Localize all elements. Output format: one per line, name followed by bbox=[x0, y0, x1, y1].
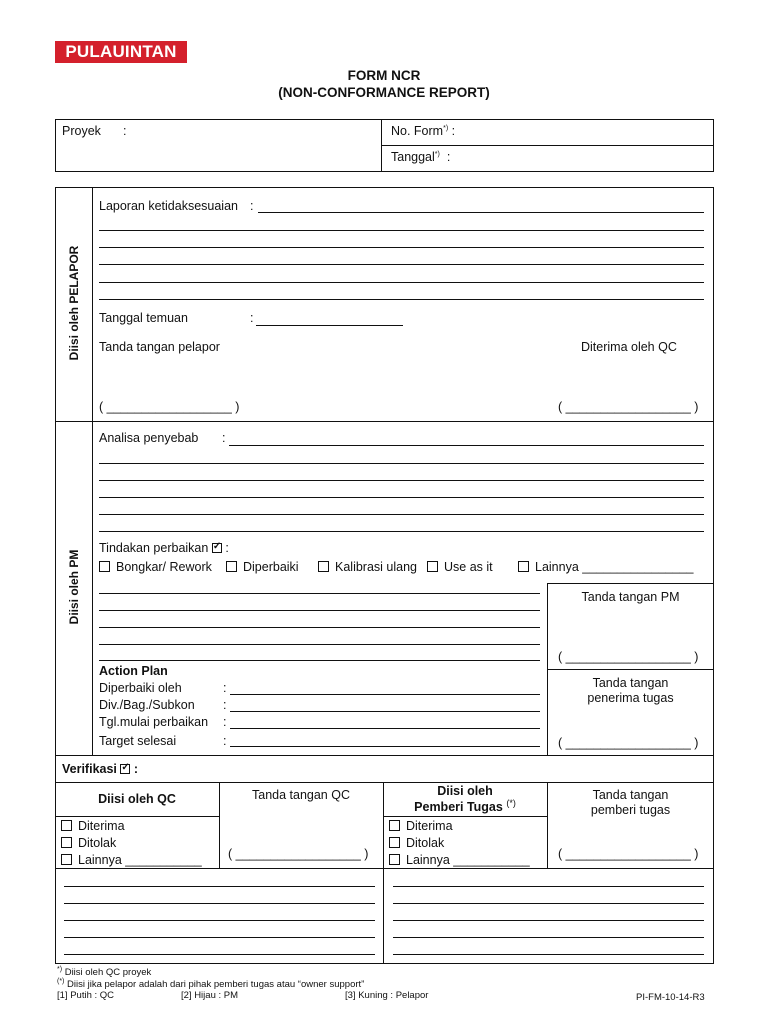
tanggal-temuan-line[interactable] bbox=[256, 325, 403, 326]
checkbox-icon[interactable] bbox=[389, 820, 400, 831]
tanda-tangan-pm-label: Tanda tangan PM bbox=[581, 590, 680, 604]
penerima-label-2: penerima tugas bbox=[587, 691, 674, 705]
footnote-1: *) Diisi oleh QC proyek bbox=[57, 966, 152, 979]
pm-side-label: Diisi oleh PM bbox=[67, 549, 81, 625]
checkbox-icon[interactable] bbox=[99, 561, 110, 572]
tanda-tangan-pelapor-label: Tanda tangan pelapor bbox=[99, 340, 220, 354]
penerima-signature[interactable]: ( __________________ ) bbox=[558, 736, 699, 750]
pt-option-diterima[interactable]: Diterima bbox=[389, 819, 453, 833]
check-icon bbox=[212, 543, 222, 553]
qc-section-title: Diisi oleh QC bbox=[98, 792, 176, 806]
option-kalibrasi[interactable]: Kalibrasi ulang bbox=[318, 560, 417, 574]
diterima-qc-label: Diterima oleh QC bbox=[581, 340, 677, 354]
check-icon bbox=[120, 764, 130, 774]
qc-option-ditolak[interactable]: Ditolak bbox=[61, 836, 116, 850]
copy-3: [3] Kuning : Pelapor bbox=[345, 990, 429, 1001]
laporan-line[interactable] bbox=[258, 212, 704, 213]
pt-title-line1: Diisi oleh bbox=[437, 784, 493, 798]
tanggal-label: Tanggal*) : bbox=[391, 150, 451, 164]
copy-2: [2] Hijau : PM bbox=[181, 990, 239, 1001]
field-div-bag-subkon: Div./Bag./Subkon bbox=[99, 698, 195, 712]
analisa-label: Analisa penyebab bbox=[99, 431, 199, 445]
pt-title-line2: Pemberi Tugas (*) bbox=[414, 798, 516, 815]
option-bongkar[interactable]: Bongkar/ Rework bbox=[99, 560, 212, 574]
pm-signature[interactable]: ( __________________ ) bbox=[558, 650, 699, 664]
option-use-as-it[interactable]: Use as it bbox=[427, 560, 493, 574]
qc-received-signature[interactable]: ( __________________ ) bbox=[558, 400, 699, 414]
no-form-label: No. Form*) : bbox=[391, 124, 456, 138]
pelapor-signature[interactable]: ( __________________ ) bbox=[99, 400, 240, 414]
field-target-selesai: Target selesai bbox=[99, 734, 177, 748]
checkbox-icon[interactable] bbox=[61, 854, 72, 865]
qc-signature[interactable]: ( __________________ ) bbox=[228, 847, 369, 861]
action-plan-heading: Action Plan bbox=[99, 664, 168, 678]
checkbox-icon[interactable] bbox=[61, 837, 72, 848]
checkbox-icon[interactable] bbox=[518, 561, 529, 572]
tindakan-label: Tindakan perbaikan ✓ : bbox=[99, 541, 229, 555]
field-diperbaiki-oleh: Diperbaiki oleh bbox=[99, 681, 182, 695]
penerima-label-1: Tanda tangan bbox=[592, 676, 669, 690]
analisa-line[interactable] bbox=[229, 445, 704, 446]
checkbox-icon[interactable] bbox=[427, 561, 438, 572]
laporan-label: Laporan ketidaksesuaian bbox=[99, 199, 238, 213]
proyek-colon: : bbox=[123, 124, 127, 138]
pelapor-side-label: Diisi oleh PELAPOR bbox=[67, 245, 81, 361]
form-title: FORM NCR bbox=[347, 68, 421, 83]
form-subtitle: (NON-CONFORMANCE REPORT) bbox=[278, 85, 490, 100]
checkbox-icon[interactable] bbox=[226, 561, 237, 572]
checkbox-icon[interactable] bbox=[389, 854, 400, 865]
verifikasi-label: Verifikasi ✓ : bbox=[62, 762, 138, 776]
qc-option-diterima[interactable]: Diterima bbox=[61, 819, 125, 833]
pt-sign-label-1: Tanda tangan bbox=[592, 788, 669, 802]
tanggal-temuan-label: Tanggal temuan bbox=[99, 311, 188, 325]
form-code: PI-FM-10-14-R3 bbox=[636, 992, 705, 1003]
field-tgl-mulai: Tgl.mulai perbaikan bbox=[99, 715, 209, 729]
qc-option-lainnya[interactable]: Lainnya ___________ bbox=[61, 853, 202, 867]
proyek-label: Proyek bbox=[62, 124, 101, 138]
qc-sign-label: Tanda tangan QC bbox=[252, 788, 350, 802]
checkbox-icon[interactable] bbox=[318, 561, 329, 572]
checkbox-icon[interactable] bbox=[389, 837, 400, 848]
checkbox-icon[interactable] bbox=[61, 820, 72, 831]
pt-sign-label-2: pemberi tugas bbox=[590, 803, 671, 817]
pt-option-lainnya[interactable]: Lainnya ___________ bbox=[389, 853, 530, 867]
company-logo: PULAUINTAN bbox=[55, 41, 187, 63]
pt-signature[interactable]: ( __________________ ) bbox=[558, 847, 699, 861]
option-lainnya[interactable]: Lainnya ________________ bbox=[518, 560, 694, 574]
copy-1: [1] Putih : QC bbox=[57, 990, 115, 1001]
option-diperbaiki[interactable]: Diperbaiki bbox=[226, 560, 299, 574]
pt-option-ditolak[interactable]: Ditolak bbox=[389, 836, 444, 850]
footnote-2: (*) Diisi jika pelapor adalah dari pihak pemberi tugas atau “owner support” bbox=[57, 978, 365, 991]
